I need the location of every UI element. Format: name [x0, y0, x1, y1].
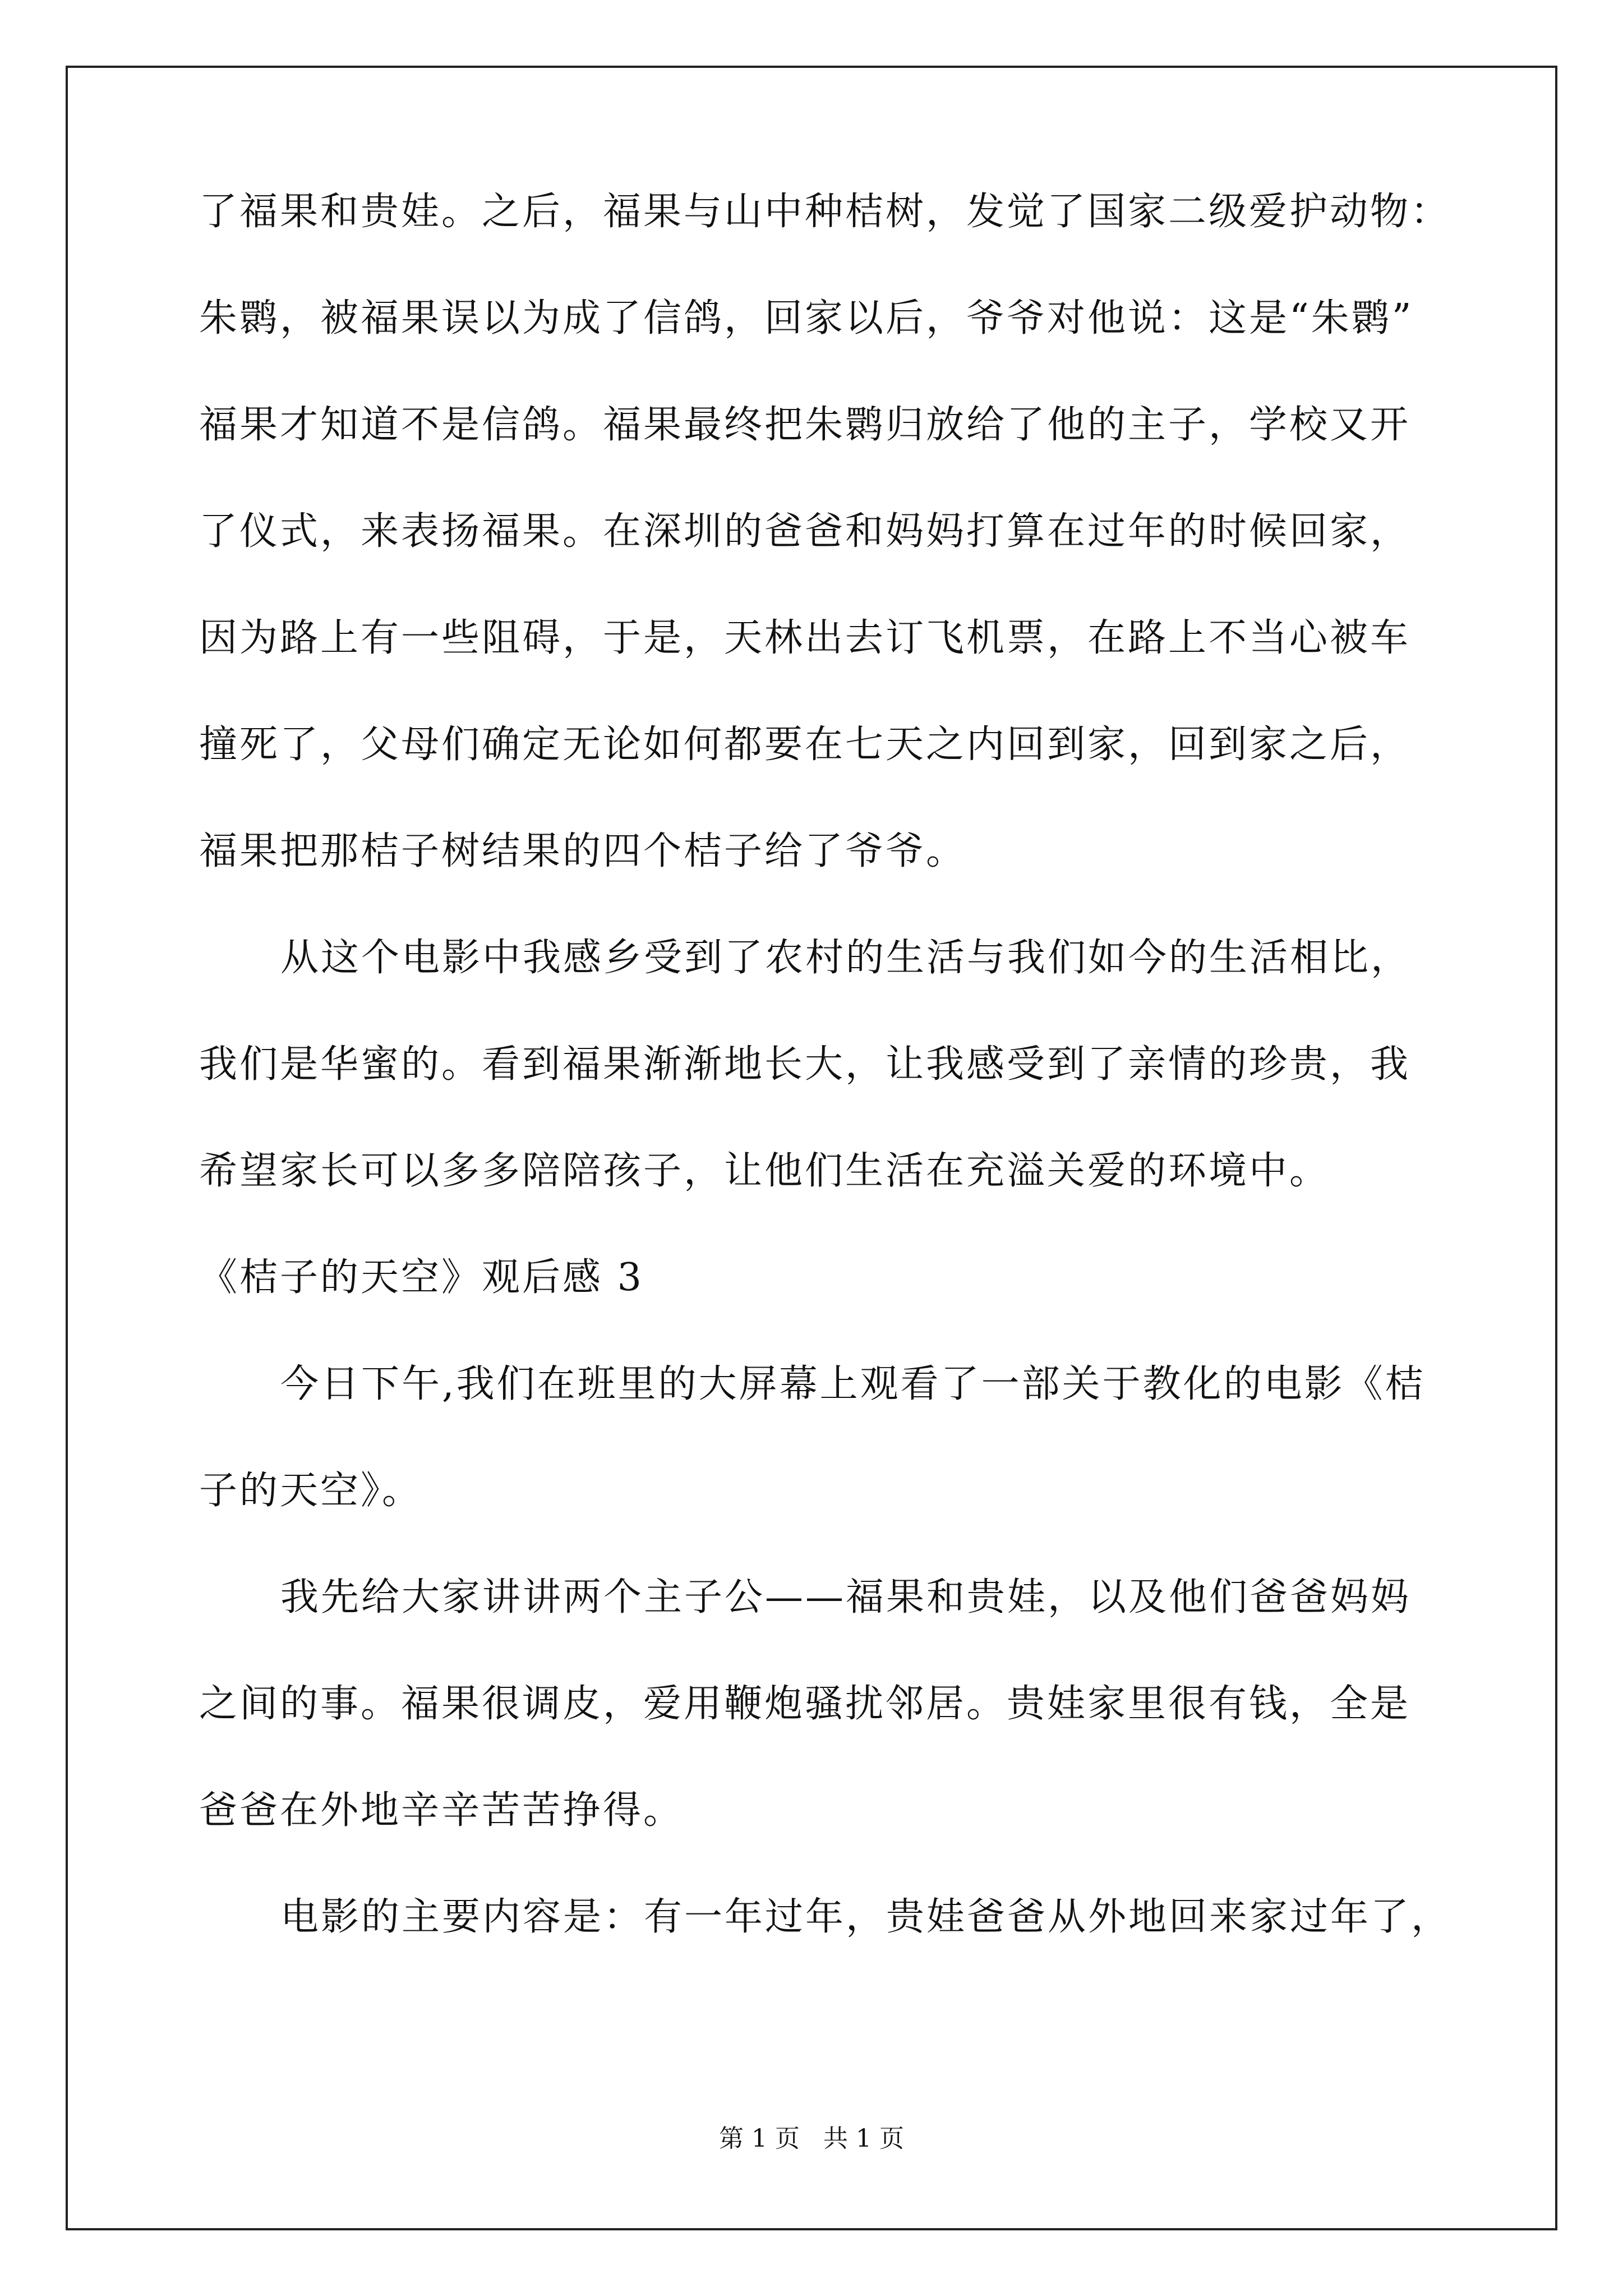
paragraph-line: 福果把那桔子树结果的四个桔子给了爷爷。: [199, 829, 967, 873]
paragraph-line: 我们是华蜜的。看到福果渐渐地长大，让我感受到了亲情的珍贵，我: [199, 1042, 1411, 1087]
section-heading: 《桔子的天空》观后感 3: [199, 1255, 644, 1300]
paragraph-line: 福果才知道不是信鸽。福果最终把朱鹮归放给了他的主子，学校又开: [199, 403, 1411, 447]
paragraph-line: 我先给大家讲讲两个主子公——福果和贵娃，以及他们爸爸妈妈: [280, 1575, 1412, 1619]
paragraph-line: 从这个电影中我感乡受到了农村的生活与我们如今的生活相比，: [280, 936, 1412, 980]
paragraph-line: 今日下午,我们在班里的大屏幕上观看了一部关于教化的电影《桔: [280, 1362, 1426, 1406]
paragraph-line: 因为路上有一些阻碍，于是，天林出去订飞机票，在路上不当心被车: [199, 616, 1411, 660]
paragraph-line: 子的天空》。: [199, 1469, 423, 1513]
page-number-footer: 第 1 页 共 1 页: [719, 2124, 904, 2153]
paragraph-line: 电影的主要内容是：有一年过年，贵娃爸爸从外地回来家过年了，: [280, 1895, 1452, 1939]
paragraph-line: 了仪式，来表扬福果。在深圳的爸爸和妈妈打算在过年的时候回家，: [199, 509, 1411, 554]
paragraph-line: 撞死了，父母们确定无论如何都要在七天之内回到家，回到家之后，: [199, 723, 1411, 767]
paragraph-line: 之间的事。福果很调皮，爱用鞭炮骚扰邻居。贵娃家里很有钱，全是: [199, 1682, 1411, 1726]
paragraph-line: 爸爸在外地辛辛苦苦挣得。: [199, 1788, 684, 1833]
paragraph-line: 了福果和贵娃。之后，福果与山中种桔树，发觉了国家二级爱护动物：: [199, 190, 1451, 234]
paragraph-line: 希望家长可以多多陪陪孩子，让他们生活在充溢关爱的环境中。: [199, 1149, 1330, 1193]
paragraph-line: 朱鹮，被福果误以为成了信鸽，回家以后，爷爷对他说：这是“朱鹮”: [199, 296, 1414, 341]
